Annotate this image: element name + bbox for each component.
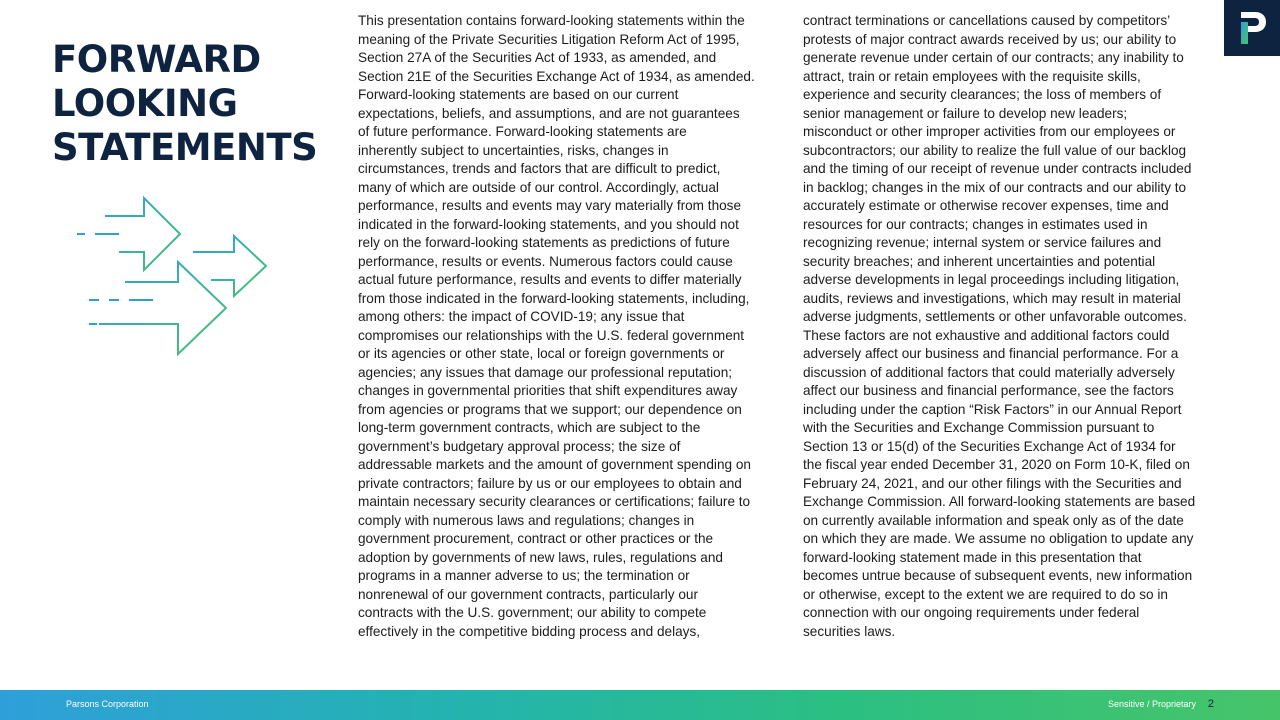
col2-line: protests of major contract awards received by us; our ability to	[803, 31, 1177, 47]
col1-line: among others: the impact of COVID-19; any issue that	[358, 309, 685, 324]
col2-line: securities laws.	[803, 623, 896, 639]
col1-line: Forward-looking statements are based on our current	[358, 87, 679, 102]
col2-line: connection with our ongoing requirements under federal	[803, 605, 1140, 620]
col2-line: accurately estimate or otherwise recover expenses, time and	[803, 198, 1169, 213]
col1-line: expectations, beliefs, and assumptions, and are not guarantees	[358, 105, 740, 121]
col1-line: inherently subject to uncertainties, risks, changes in	[358, 142, 669, 158]
col1-line: comply with numerous laws and regulations; changes in	[358, 512, 695, 528]
col2-line: misconduct or other improper activities from our employees or	[803, 124, 1176, 139]
col2-line: subcontractors; our ability to realize the full value of our backlog	[803, 142, 1187, 158]
col2-line: including under the caption “Risk Factors” in our Annual Report	[803, 401, 1182, 417]
col2-line: discussion of additional factors that could materially adversely	[803, 364, 1175, 380]
col1-line: meaning of the Private Securities Litigation Reform Act of 1995,	[358, 31, 740, 47]
parsons-p-logo-icon	[1224, 0, 1280, 56]
col2-line: attract, train or retain employees with the requisite skills,	[803, 68, 1141, 84]
forward-looking-text-column-1	[358, 12, 755, 641]
footer-bar	[0, 690, 1280, 720]
parsons-logo	[1224, 0, 1280, 56]
col1-line: of future performance. Forward-looking statements are	[358, 124, 687, 139]
col2-line: Exchange Commission. All forward-looking statements are based	[803, 494, 1196, 509]
col2-line: affect our business and financial performance, see the factors	[803, 383, 1174, 398]
col1-line: This presentation contains forward-looking statements within the	[358, 13, 745, 28]
col1-line: adoption by governments of new laws, rules, regulations and	[358, 549, 723, 565]
col1-line: contracts with the U.S. government; our ability to compete	[358, 605, 707, 620]
col2-line: in backlog; changes in the mix of our contracts and our ability to	[803, 179, 1187, 195]
title-line-1: FORWARD	[52, 38, 261, 81]
col2-line: resources for our contracts; changes in estimates used in	[803, 216, 1148, 232]
col2-line: generate revenue under certain of our contracts; any inability to	[803, 50, 1184, 65]
col1-line: effectively in the competitive bidding process and delays,	[358, 623, 701, 639]
col2-line: February 24, 2021, and our other filings with the Securities and	[803, 475, 1182, 491]
col1-line: maintain necessary security clearances or certifications; failure to	[358, 494, 751, 509]
col1-line: performance, results and events may vary materially from those	[358, 198, 742, 213]
col2-line: security breaches; and inherent uncertainties and potential	[803, 253, 1156, 269]
col2-line: adverse judgments, settlements or other unfavorable outcomes.	[803, 309, 1187, 324]
col2-line: with the Securities and Exchange Commission pursuant to	[803, 420, 1155, 435]
col1-line: programs in a manner adverse to us; the termination or	[358, 568, 690, 583]
page-number: 2	[1207, 698, 1214, 710]
col2-line: adversely affect our business and financial performance. For a	[803, 346, 1179, 361]
col2-line: senior management or failure to develop new leaders;	[803, 105, 1128, 121]
col2-line: the fiscal year ended December 31, 2020 on Form 10-K, filed on	[803, 457, 1190, 472]
col1-line: private contractors; failure by us or our employees to obtain and	[358, 475, 742, 491]
col1-line: from agencies or programs that we support; our dependence on	[358, 401, 742, 417]
col2-line: recognizing revenue; internal system or service failures and	[803, 235, 1162, 250]
col1-line: Section 27A of the Securities Act of 1933, as amended, and	[358, 50, 717, 65]
title-line-2: LOOKING	[52, 82, 238, 125]
footer-company: Parsons Corporation	[66, 699, 149, 709]
col2-line: adverse developments in legal proceedings including litigation,	[803, 272, 1180, 287]
col2-line: forward-looking statement made in this presentation that	[803, 549, 1142, 565]
col1-line: performance, results or events. Numerous factors could cause	[358, 253, 733, 269]
col2-line: Section 13 or 15(d) of the Securities Exchange Act of 1934 for	[803, 438, 1176, 454]
col1-line: from those indicated in the forward-looking statements, including,	[358, 290, 750, 306]
col2-line: and the timing of our receipt of revenue under contracts included	[803, 161, 1192, 176]
col1-line: actual future performance, results and events to differ materially	[358, 272, 742, 287]
col1-line: government’s budgetary approval process; the size of	[358, 438, 681, 454]
col2-line: on currently available information and speak only as of the date	[803, 512, 1184, 528]
col1-line: agencies; any issues that damage our professional reputation;	[358, 364, 733, 380]
col2-line: on which they are made. We assume no obligation to update any	[803, 531, 1194, 546]
col1-line: circumstances, trends and factors that are difficult to predict,	[358, 161, 721, 176]
col2-line: These factors are not exhaustive and additional factors could	[803, 327, 1170, 343]
col1-line: changes in governmental priorities that shift expenditures away	[358, 383, 738, 398]
col1-line: addressable markets and the amount of government spending on	[358, 457, 751, 472]
col2-line: or otherwise, except to the extent we are required to do so in	[803, 586, 1168, 602]
col1-line: indicated in the forward-looking statements, and you should not	[358, 216, 739, 232]
col1-line: government procurement, contract or other practices or the	[358, 531, 714, 546]
col1-line: Section 21E of the Securities Exchange Act of 1934, as amended.	[358, 68, 755, 84]
col1-line: compromises our relationships with the U.S. federal government	[358, 327, 745, 343]
col2-line: audits, reviews and investigations, which may result in material	[803, 290, 1181, 306]
title-line-3: STATEMENTS	[52, 126, 318, 169]
col1-line: or its agencies or other state, local or foreign governments or	[358, 346, 725, 361]
forward-looking-text-column-2	[803, 12, 1195, 641]
col2-line: contract terminations or cancellations caused by competitors’	[803, 13, 1171, 28]
forward-arrows-icon	[70, 190, 270, 360]
col2-line: experience and security clearances; the loss of members of	[803, 87, 1162, 102]
col1-line: rely on the forward-looking statements as predictions of future	[358, 235, 730, 250]
page-title	[52, 38, 317, 170]
col1-line: long-term government contracts, which are subject to the	[358, 420, 701, 435]
footer-classification: Sensitive / Proprietary	[1107, 699, 1196, 709]
col2-line: becomes untrue because of subsequent events, new information	[803, 568, 1193, 583]
col1-line: nonrenewal of our government contracts, particularly our	[358, 586, 699, 602]
col1-line: many of which are outside of our control. Accordingly, actual	[358, 179, 719, 195]
